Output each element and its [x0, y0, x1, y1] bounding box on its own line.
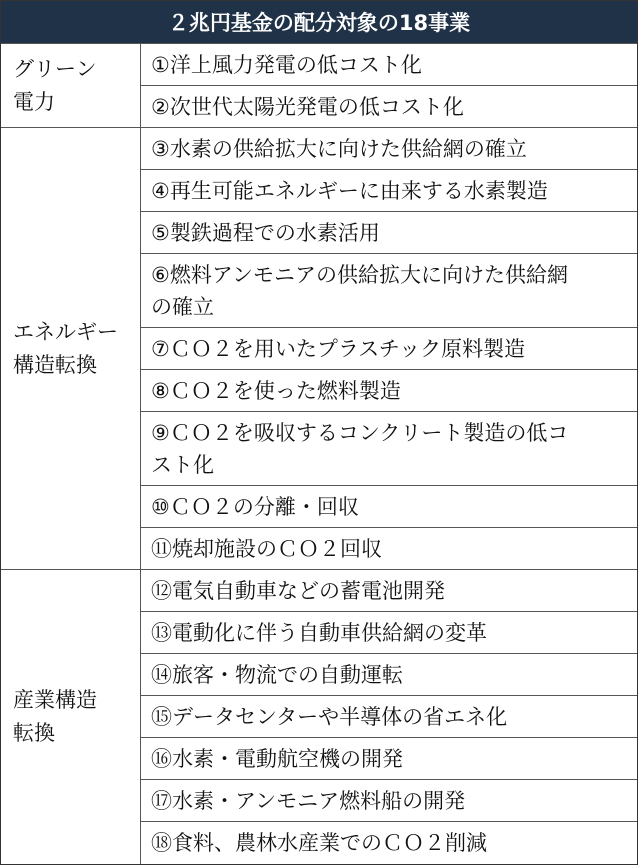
- table-row: ②次世代太陽光発電の低コスト化: [141, 85, 637, 127]
- category-industrial-transition: [1, 569, 141, 864]
- table-title: ２兆円基金の配分対象の18事業: [1, 1, 637, 43]
- category-label-line2: 電力: [13, 89, 55, 114]
- table-row: ⑫電気自動車などの蓄電池開発: [141, 569, 637, 611]
- category-energy-transition: [1, 127, 141, 569]
- table-row: ⑧ＣＯ２を使った燃料製造: [141, 369, 637, 411]
- category-label-line2: 構造転換: [13, 352, 97, 377]
- table-row: ⑩ＣＯ２の分離・回収: [141, 485, 637, 527]
- table-row: ①洋上風力発電の低コスト化: [141, 43, 637, 85]
- table-row: ⑪焼却施設のＣＯ２回収: [141, 527, 637, 569]
- category-green-power: [1, 43, 141, 127]
- table-row: ⑮データセンターや半導体の省エネ化: [141, 695, 637, 737]
- table-row: ⑱食料、農林水産業でのＣＯ２削減: [141, 821, 637, 864]
- table-row: ⑨ＣＯ２を吸収するコンクリート製造の低コ スト化: [141, 411, 637, 485]
- table-row: ⑦ＣＯ２を用いたプラスチック原料製造: [141, 327, 637, 369]
- table-row: ⑬電動化に伴う自動車供給網の変革: [141, 611, 637, 653]
- table-row: ⑥燃料アンモニアの供給拡大に向けた供給網 の確立: [141, 253, 637, 327]
- table-row: ③水素の供給拡大に向けた供給網の確立: [141, 127, 637, 169]
- table-row: ⑰水素・アンモニア燃料船の開発: [141, 779, 637, 821]
- category-label-line1: エネルギー: [13, 319, 118, 344]
- table-row: ④再生可能エネルギーに由来する水素製造: [141, 169, 637, 211]
- category-label-line2: 転換: [13, 721, 55, 745]
- table-row: ⑭旅客・物流での自動運転: [141, 653, 637, 695]
- category-label-line1: グリーン: [13, 56, 97, 81]
- category-label-line1: 産業構造: [13, 688, 97, 712]
- table-row: ⑯水素・電動航空機の開発: [141, 737, 637, 779]
- table-row: ⑤製鉄過程での水素活用: [141, 211, 637, 253]
